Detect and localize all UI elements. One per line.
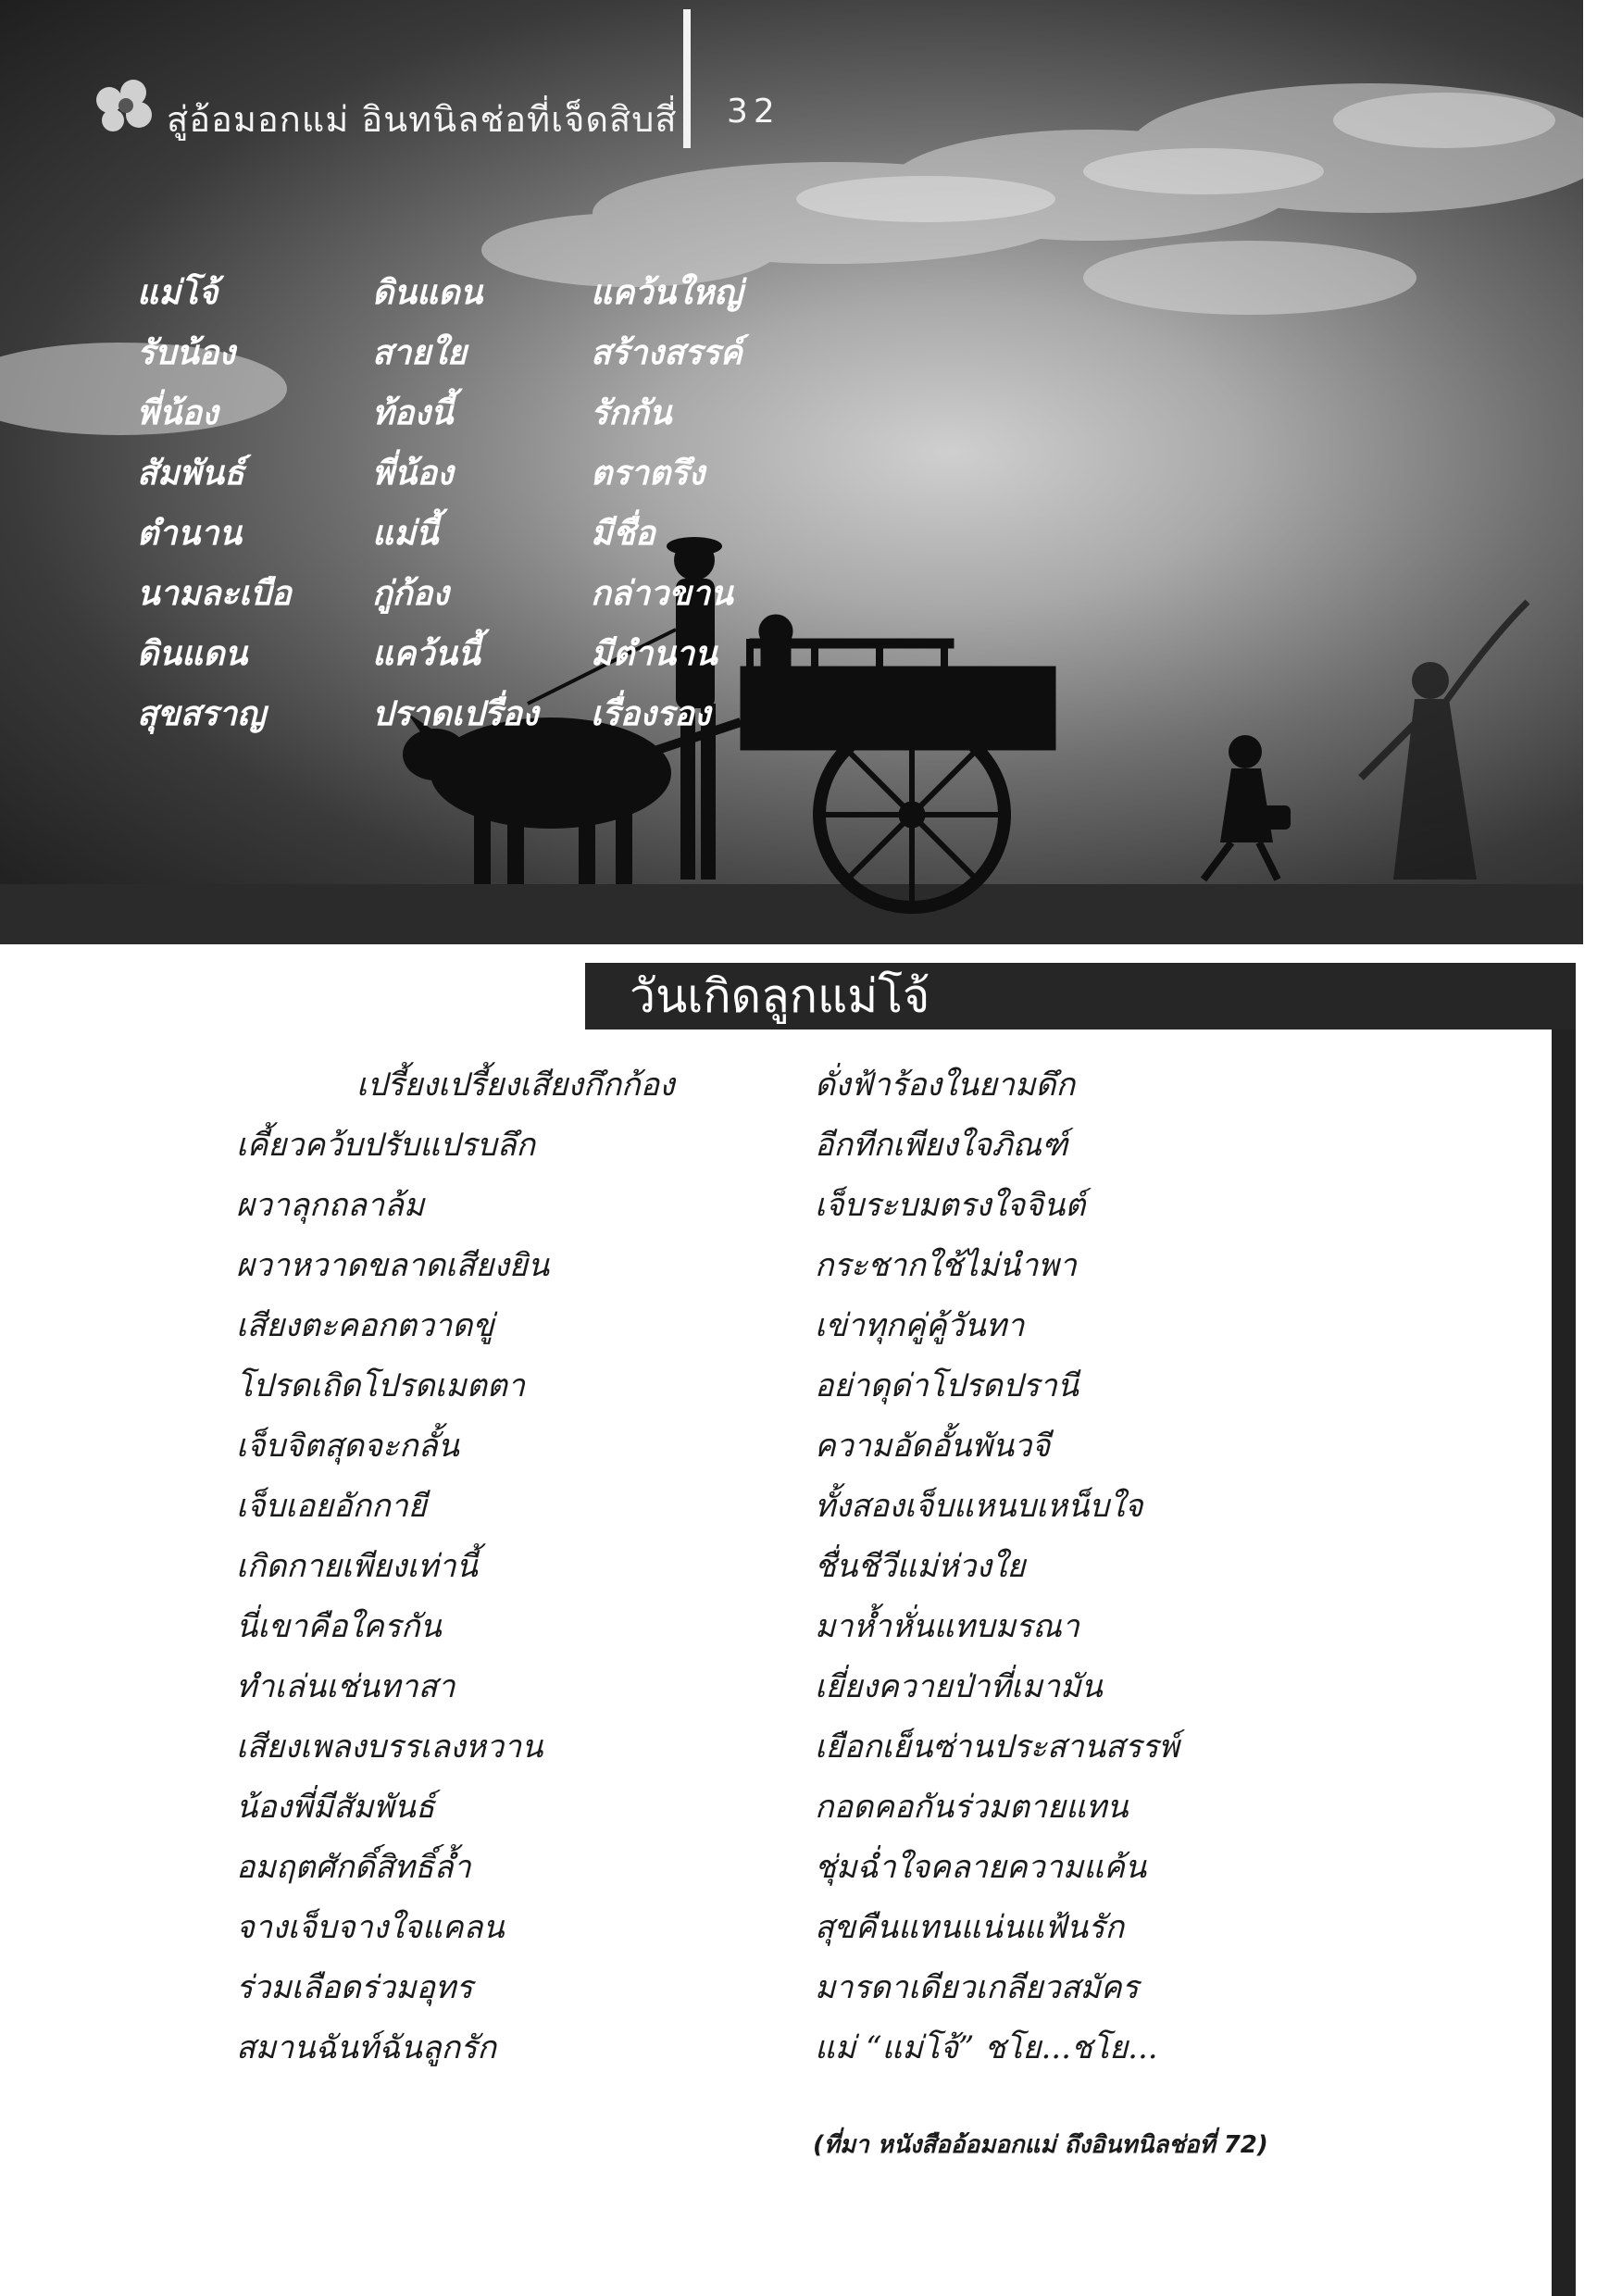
intro-poem-line: ตำนาน: [137, 514, 243, 553]
poem-line: ชุ่มฉ่ำใจคลายความแค้น: [815, 1849, 1147, 1886]
book-series-title: สู่อ้อมอกแม่ อินทนิลช่อที่เจ็ดสิบสี่: [167, 99, 678, 140]
poem-line: ดั่งฟ้าร้องในยามดึก: [815, 1067, 1076, 1104]
intro-poem-line: ตราตรึง: [591, 454, 705, 493]
poem-line: มารดาเดียวเกลียวสมัคร: [815, 1969, 1139, 2006]
intro-poem-line: สร้างสรรค์: [591, 333, 742, 372]
poem-line: อย่าดุด่าโปรดปรานี: [815, 1367, 1079, 1404]
poem-line: อีกทีกเพียงใจภิณฑ์: [815, 1127, 1068, 1164]
poem-line: เจ็บระบมตรงใจจินต์: [815, 1187, 1086, 1224]
intro-poem-column-2: [372, 263, 538, 744]
intro-poem-line: รับน้อง: [137, 333, 235, 372]
intro-poem-line: ท้องนี้: [372, 393, 454, 432]
poem-line: ผวาหวาดขลาดเสียงยิน: [236, 1247, 550, 1284]
source-citation: (ที่มา หนังสืออ้อมอกแม่ ถึงอินทนิลช่อที่ 72): [813, 2131, 1268, 2159]
intro-poem-line: แคว้นใหญ่: [591, 273, 743, 312]
page-edge-bar: [1552, 1029, 1576, 2296]
intro-poem-column-3: [591, 263, 742, 744]
page-number: 32: [727, 93, 780, 131]
poem-line: อมฤตศักดิ์สิทธิ์ล้ำ: [236, 1849, 471, 1886]
poem-line: เข่าทุกคู่คู้วันทา: [815, 1307, 1025, 1344]
poem-line: เยือกเย็นซ่านประสานสรรพ์: [815, 1728, 1179, 1766]
poem-line: เจ็บจิตสุดจะกลั้น: [236, 1428, 459, 1465]
poem-line: ผวาลุกถลาล้ม: [236, 1187, 425, 1224]
poem-line: น้องพี่มีสัมพันธ์: [236, 1789, 435, 1826]
intro-poem-line: กู่ก้อง: [372, 574, 449, 613]
intro-poem-line: แม่โจ้: [137, 273, 218, 312]
intro-poem-line: มีตำนาน: [591, 634, 717, 673]
intro-poem-column-1: [137, 263, 292, 744]
poem-line: โปรดเถิดโปรดเมตตา: [236, 1367, 525, 1404]
poem-line: เคี้ยวคว้บปรับแปรบลึก: [236, 1127, 535, 1164]
intro-poem-line: สุขสราญ: [137, 694, 266, 733]
intro-poem-line: สายใย: [372, 333, 467, 372]
intro-poem-line: รักกัน: [591, 393, 672, 432]
poem-left-column: [236, 1055, 675, 2078]
intro-poem-line: เรื่องรอง: [591, 694, 711, 733]
poem-line: นี่เขาคือใครกัน: [236, 1608, 442, 1645]
poem-line: ทำเล่นเช่นทาสา: [236, 1668, 455, 1705]
poem-line: กอดคอกันร่วมตายแทน: [815, 1789, 1129, 1826]
intro-poem-line: นามละเบือ: [137, 574, 292, 613]
poem-line: ความอัดอั้นพันวจี: [815, 1428, 1051, 1465]
poem-line: เจ็บเอยอักกายี: [236, 1488, 427, 1525]
poem-line: ร่วมเลือดร่วมอุทร: [236, 1969, 473, 2006]
poem-line: กระชากใช้ไม่นำพา: [815, 1247, 1077, 1284]
poem-line: ชื่นชีวีแม่ห่วงใย: [815, 1548, 1026, 1585]
header-divider: [683, 9, 691, 148]
poem-line: ทั้งสองเจ็บแหนบเหน็บใจ: [815, 1488, 1143, 1525]
poem-title-bar: วันเกิดลูกแม่โจ้: [585, 963, 1576, 1029]
poem-line: สุขคืนแทนแน่นแฟ้นรัก: [815, 1909, 1125, 1946]
intro-poem-line: มีชื่อ: [591, 514, 655, 553]
intro-poem-line: ดินแดน: [137, 634, 248, 673]
intro-poem-line: แม่นี้: [372, 514, 439, 553]
poem-line: เกิดกายเพียงเท่านี้: [236, 1548, 478, 1585]
intro-poem-line: ดินแดน: [372, 273, 483, 312]
intro-poem-line: พี่น้อง: [137, 393, 218, 432]
poem-line: มาห้ำหั่นแทบมรณา: [815, 1608, 1079, 1645]
poem-line: จางเจ็บจางใจแคลน: [236, 1909, 505, 1946]
poem-line: เสียงตะคอกตวาดขู่: [236, 1307, 494, 1344]
poem-line: แม่ “แม่โจ้” ชโย...ชโย...: [815, 2029, 1158, 2066]
poem-line: เยี่ยงควายป่าที่เมามัน: [815, 1668, 1103, 1705]
poem-right-column: [815, 1055, 1179, 2078]
intro-poem-line: ปราดเปรื่อง: [372, 694, 539, 733]
cover-photo: [0, 0, 1583, 944]
flower-logo-icon: [85, 72, 161, 137]
intro-poem-line: กล่าวขาน: [591, 574, 733, 613]
intro-poem-line: พี่น้อง: [372, 454, 454, 493]
poem-line: เสียงเพลงบรรเลงหวาน: [236, 1728, 543, 1766]
intro-poem-line: สัมพันธ์: [137, 454, 245, 493]
poem-line: สมานฉันท์ฉันลูกรัก: [236, 2029, 496, 2066]
intro-poem-line: แคว้นนี้: [372, 634, 480, 673]
poem-line: เปรี้ยงเปรี้ยงเสียงกึกก้อง: [356, 1067, 675, 1104]
